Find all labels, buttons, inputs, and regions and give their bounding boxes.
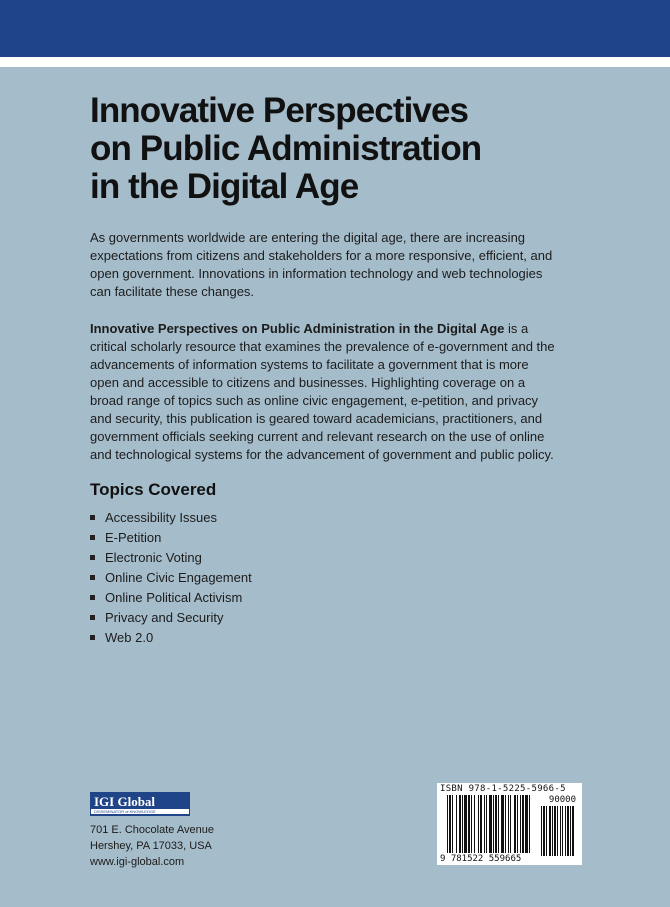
topic-label: Online Civic Engagement [105,570,252,585]
list-item [90,528,252,548]
list-item [90,588,252,608]
title-line-3: in the Digital Age [90,167,359,206]
title-line-1: Innovative Perspectives [90,91,469,130]
bullet-icon [90,635,95,640]
list-item [90,508,252,528]
book-title [90,92,590,206]
description-text: is a critical scholarly resource that examines the prevalence of e-government and the advancements of information systems to facilitate a government that is more open and accessible to citizens and businesses. Highlighting coverage on a broad range of topics such as online civic engagement, e-petition, and privacy and security, this publication is geared toward academicians, practitioners, and government officials seeking current and relevant research on the use of online and technological systems for the advancement of government and public policy. [90,321,555,462]
isbn-barcode [437,783,582,865]
white-stripe [0,57,670,67]
list-item [90,608,252,628]
svg-text:IGI Global: IGI Global [94,794,156,809]
svg-text:DISSEMINATOR of KNOWLEDGE: DISSEMINATOR of KNOWLEDGE [94,809,156,814]
intro-paragraph: As governments worldwide are entering the digital age, there are increasing expectations from citizens and stakeholders for a more responsive, efficient, and open government. Innovations in information technology and web technologies can facilitate these changes. [90,230,553,299]
isbn-addon: 90000 [548,795,576,805]
list-item [90,628,252,648]
publisher-website: www.igi-global.com [90,856,185,868]
igi-global-logo [90,792,190,816]
address-street: 701 E. Chocolate Avenue [90,824,214,836]
topic-label: Accessibility Issues [105,510,217,525]
address-city: Hershey, PA 17033, USA [90,840,212,852]
title-line-2: on Public Administration [90,129,482,168]
bullet-icon [90,595,95,600]
topic-label: Privacy and Security [105,610,224,625]
bullet-icon [90,615,95,620]
list-item [90,548,252,568]
topic-label: E-Petition [105,530,162,545]
topic-label: Online Political Activism [105,590,243,605]
bullet-icon [90,555,95,560]
list-item [90,568,252,588]
bullet-icon [90,515,95,520]
bullet-icon [90,575,95,580]
description-paragraph [90,320,560,464]
topic-label: Electronic Voting [105,550,202,565]
description-book-title: Innovative Perspectives on Public Administration in the Digital Age [90,321,505,336]
isbn-label: ISBN 978-1-5225-5966-5 [440,784,566,794]
topics-list [90,508,252,648]
barcode-digits: 9 781522 559665 [440,854,522,864]
bullet-icon [90,535,95,540]
publisher-address [90,822,214,870]
top-color-band [0,0,670,57]
topic-label: Web 2.0 [105,630,154,645]
topics-heading: Topics Covered [90,480,217,499]
